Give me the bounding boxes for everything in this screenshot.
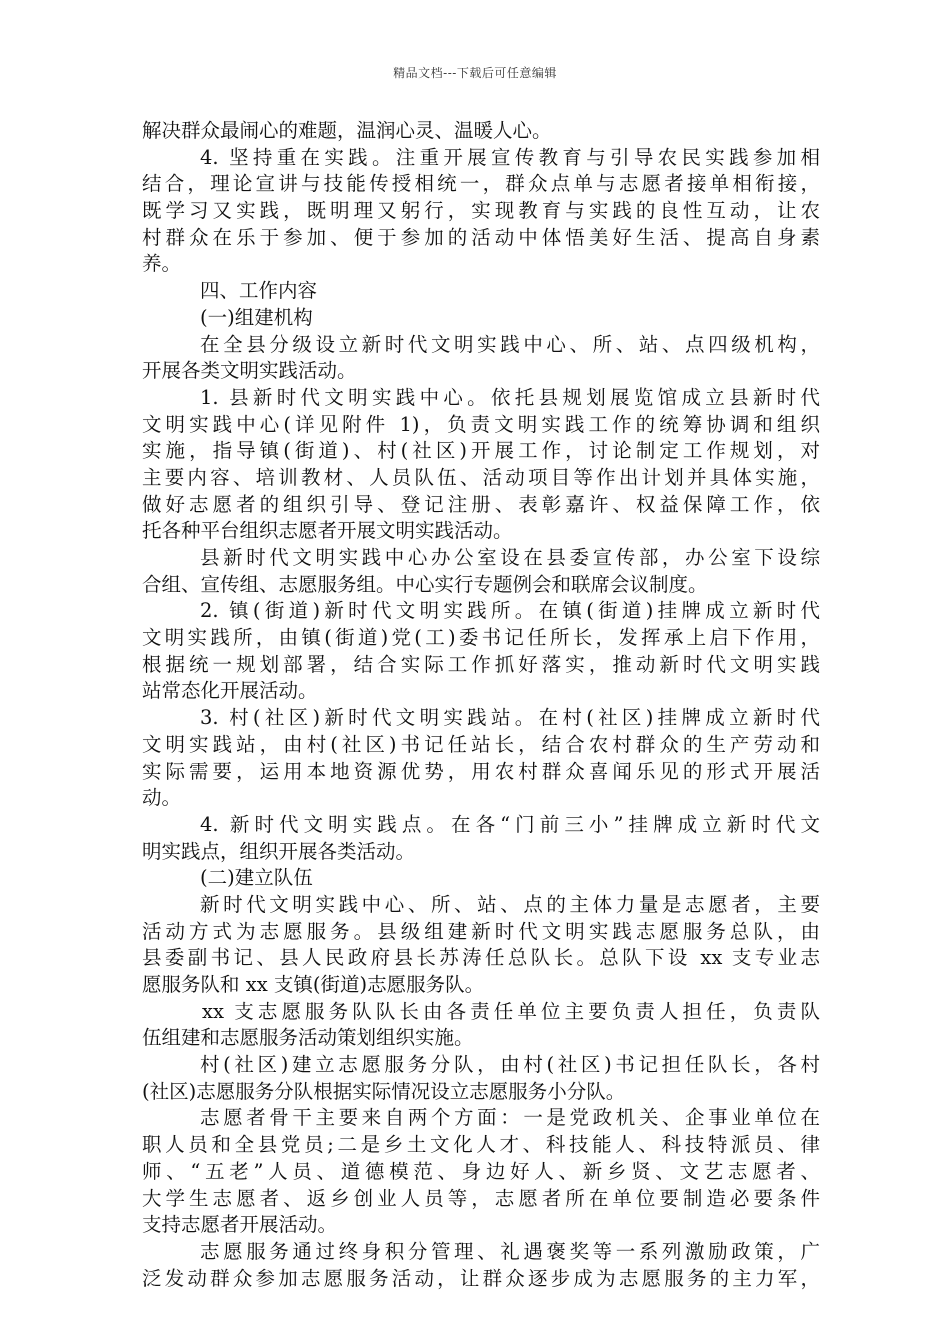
text-line: 大学生志愿者、返乡创业人员等，志愿者所在单位要制造必要条件 (142, 1186, 820, 1210)
text-line: 文明实践中心(详见附件 1)，负责文明实践工作的统筹协调和组织 (142, 412, 820, 436)
text-line: 实际需要，运用本地资源优势，用农村群众喜闻乐见的形式开展活 (142, 759, 820, 783)
text-line: 师、“五老”人员、道德模范、身边好人、新乡贤、文艺志愿者、 (142, 1159, 820, 1183)
text-line: 职人员和全县党员;二是乡土文化人才、科技能人、科技特派员、律 (142, 1133, 820, 1157)
text-line: 4. 坚持重在实践。注重开展宣传教育与引导农民实践参加相 (200, 145, 820, 169)
text-line: 志愿服务通过终身积分管理、礼遇褒奖等一系列激励政策，广 (200, 1239, 820, 1263)
text-line: 1. 县新时代文明实践中心。依托县规划展览馆成立县新时代 (200, 385, 820, 409)
text-line: 主要内容、培训教材、人员队伍、活动项目等作出计划并具体实施， (142, 465, 820, 489)
text-line: 村(社区)建立志愿服务分队，由村(社区)书记担任队长，各村 (200, 1053, 820, 1077)
text-line: 愿服务队和 xx 支镇(街道)志愿服务队。 (142, 973, 485, 996)
text-line: (社区)志愿服务分队根据实际情况设立志愿服务小分队。 (142, 1079, 626, 1103)
text-line: 4. 新时代文明实践点。在各“门前三小”挂牌成立新时代文 (200, 812, 820, 836)
text-line: 实施，指导镇(街道)、村(社区)开展工作，讨论制定工作规划，对 (142, 439, 820, 463)
text-line: 合组、宣传组、志愿服务组。中心实行专题例会和联席会议制度。 (142, 572, 708, 596)
page-header: 精品文档---下载后可任意编辑 (393, 66, 557, 80)
text-line: 伍组建和志愿服务活动策划组织实施。 (142, 1026, 474, 1050)
text-line: 3. 村(社区)新时代文明实践站。在村(社区)挂牌成立新时代 (200, 706, 820, 730)
text-line: 托各种平台组织志愿者开展文明实践活动。 (142, 519, 513, 543)
document-body (142, 118, 820, 1292)
text-line: 根据统一规划部署，结合实际工作抓好落实，推动新时代文明实践 (142, 652, 820, 676)
text-line: (二)建立队伍 (200, 866, 313, 890)
text-line: 做好志愿者的组织引导、登记注册、表彰嘉许、权益保障工作，依 (142, 492, 820, 516)
text-line: 泛发动群众参加志愿服务活动，让群众逐步成为志愿服务的主力军， (142, 1266, 820, 1290)
text-line: 文明实践所，由镇(街道)党(工)委书记任所长，发挥承上启下作用， (142, 626, 820, 650)
text-line: xx 支志愿服务队队长由各责任单位主要负责人担任，负责队 (202, 999, 820, 1023)
text-line: 新时代文明实践中心、所、站、点的主体力量是志愿者，主要 (200, 892, 820, 916)
text-line: 在全县分级设立新时代文明实践中心、所、站、点四级机构， (200, 332, 820, 356)
text-line: 村群众在乐于参加、便于参加的活动中体悟美好生活、提高自身素 (142, 225, 820, 249)
text-line: 四、工作内容 (200, 279, 318, 303)
text-line: 活动方式为志愿服务。县级组建新时代文明实践志愿服务总队，由 (142, 919, 820, 943)
text-line: 养。 (142, 252, 182, 276)
text-line: 解决群众最闹心的难题，温润心灵、温暖人心。 (142, 119, 552, 142)
text-line: 县新时代文明实践中心办公室设在县委宣传部，办公室下设综 (200, 546, 820, 569)
text-line: 志愿者骨干主要来自两个方面：一是党政机关、企事业单位在 (200, 1106, 820, 1130)
text-line: 文明实践站，由村(社区)书记任站长，结合农村群众的生产劳动和 (142, 732, 820, 756)
text-line: 开展各类文明实践活动。 (142, 359, 357, 383)
text-line: (一)组建机构 (200, 305, 313, 329)
text-line: 2. 镇(街道)新时代文明实践所。在镇(街道)挂牌成立新时代 (200, 599, 820, 623)
text-line: 明实践点，组织开展各类活动。 (142, 839, 416, 863)
text-line: 支持志愿者开展活动。 (142, 1213, 338, 1237)
text-line: 县委副书记、县人民政府县长苏涛任总队长。总队下设 xx 支专业志 (142, 946, 820, 970)
text-line: 既学习又实践，既明理又躬行，实现教育与实践的良性互动，让农 (142, 199, 820, 223)
text-line: 站常态化开展活动。 (142, 679, 318, 703)
text-line: 结合，理论宣讲与技能传授相统一，群众点单与志愿者接单相衔接， (142, 172, 820, 196)
text-line: 动。 (142, 786, 182, 810)
